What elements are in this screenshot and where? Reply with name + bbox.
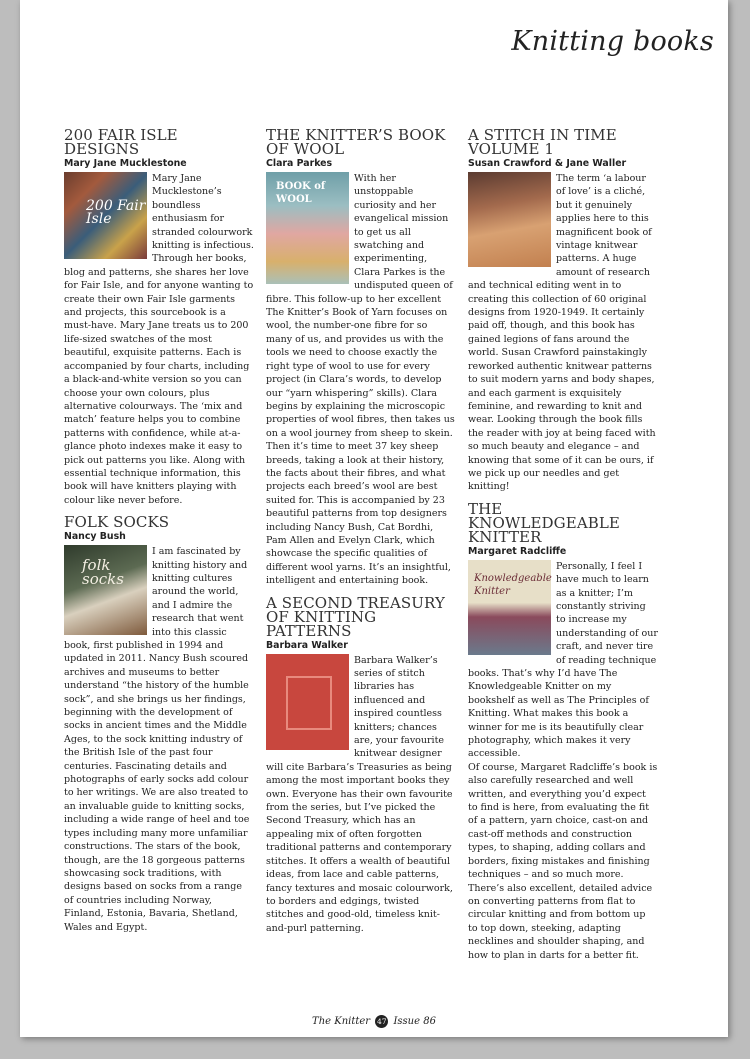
book-review-stitch-in-time [468,128,658,494]
book-author: Barbara Walker [266,639,348,651]
book-title: 200 FAIR ISLE DESIGNS [64,126,178,158]
book-cover-image [266,654,349,750]
page-title: Knitting books [511,26,714,57]
book-author: Mary Jane Mucklestone [64,158,187,169]
page-footer [20,1015,728,1028]
book-review-book-of-wool [266,128,456,588]
book-cover-image [468,560,551,655]
book-review-folk-socks [64,515,254,934]
book-cover-image [266,172,349,284]
magazine-page [20,0,728,1037]
page-number-badge: 47 [377,1017,387,1026]
cover-text: Knowledgeable Knitter [474,572,552,598]
cover-text: folk socks [82,556,124,588]
book-title: THE KNITTER’S BOOK OF WOOL [266,126,446,158]
book-review-text: With her unstoppable curiosity and her evangelical mission to get us all swatching and experimenting, Clara Parkes is the undisputed queen of fibre. This follow-up to her excellent The Knitter’s Book of Yarn focuses on wool, the number-one fibre for so many of us, and provides us with the tools we need to choose exactly the right type of wool to use for every project (in Clara’s words, to develop our “yarn whispering” skills). Clara begins by explaining the microscopic properties of wool fibres, then takes us on a wool journey from sheep to skein. Then it’s time to meet 37 key sheep breeds, taking a look at their history, the facts about their fibres, and what projects each breed’s wool are best suited for. This is accompanied by 23 beautiful patterns from top designers including Nancy Bush, Cat Bordhi, Pam Allen and Evelyn Clark, which showcase the specific qualities of different wool yarns. It’s an insightful, intelligent and entertaining book. [266,173,455,587]
book-review-text: Personally, I feel I have much to learn as a knitter; I’m constantly striving to increase my understanding of our craft, and never tire of reading technique books. That’s why I’d have The Knowledgeable Knitter on my bookshelf as well as The Principles of Knitting. What makes this book a winner for me is its beautifully clear photography, which makes it very accessible. [468,560,658,760]
column-3 [468,128,658,962]
book-review-text: There’s also excellent, detailed advice on converting patterns from flat to circular knitting and from bottom up to top down, steeking, adapting necklines and shoulder shaping, and how to plan in darts for a better fit. [468,882,653,961]
book-author: Margaret Radcliffe [468,545,567,557]
book-title: A SECOND TREASURY OF KNITTING PATTERNS [266,593,445,640]
book-cover-image [64,545,147,635]
book-review-text: Of course, Margaret Radcliffe’s book is also carefully researched and well written, and everything you’d expect to find is here, from evaluating the fit of a pattern, yarn choice, cast-on and cast-off methods and construction types, to shaping, adding collars and borders, fixing mistakes and finishing techniques – and so much more. [468,761,658,881]
column-1 [64,128,254,934]
issue-number: Issue 86 [393,1016,436,1027]
book-title: FOLK SOCKS [64,513,170,532]
book-review-text: Barbara Walker’s series of stitch libraries has influenced and inspired countless knitters; chances are, your favourite knitwear designer will cite Barbara’s Treasuries as being among the most important books they own. Everyone has their own favourite from the series, but I’ve picked the Second Treasury, which has an appealing mix of often forgotten traditional patterns and contemporary stitches. It offers a wealth of beautiful ideas, from lace and cable patterns, fancy textures and mosaic colourwork, to borders and edgings, twisted stitches and good-old, timeless knit-and-purl patterning. [266,654,453,934]
cover-text: 200 Fair Isle [86,198,146,228]
book-review-text: Mary Jane Mucklestone’s boundless enthusiasm for stranded colourwork knitting is infectious. Through her books, blog and patterns, she shares her love for Fair Isle, and for anyone wanting to create their own Fair Isle garments and projects, this sourcebook is a must-have. Mary Jane treats us to 200 life-sized swatches of the most beautiful, exquisite patterns. Each is accompanied by four charts, including a black-and-white version so you can choose your own colours, plus alternative colourways. The ‘mix and match’ feature helps you to combine patterns with confidence, while at-a-glance photo indexes make it easy to pick out patterns you like. Along with essential technique information, this book will have knitters playing with colour like never before. [64,173,254,506]
column-2 [266,128,456,935]
book-review-fair-isle [64,128,254,507]
book-author: Susan Crawford & Jane Waller [468,158,627,169]
book-author: Clara Parkes [266,158,333,169]
book-author: Nancy Bush [64,531,126,543]
book-review-knowledgeable-knitter [468,499,658,962]
book-cover-image [468,172,551,267]
book-title: THE KNOWLEDGEABLE KNITTER [468,499,620,546]
book-cover-image [64,172,147,259]
book-title: A STITCH IN TIME VOLUME 1 [468,126,617,158]
book-review-text: I am fascinated by knitting history and knitting cultures around the world, and I admire the research that went into this classic book, first published in 1994 and updated in 2011. Nancy Bush scoured archives and museums to better understand “the history of the humble sock”, and she brings us her findings, beginning with the development of socks in ancient times and the Middle Ages, to the sock knitting industry of the British Isle of the past four centuries. Fascinating details and photographs of early socks add colour to her writings. We are also treated to an invaluable guide to knitting socks, including a wide range of heel and toe types including many more unfamiliar constructions. The stars of the book, though, are the 18 gorgeous patterns showcasing sock traditions, with designs based on socks from a range of countries including Norway, Finland, Estonia, Bavaria, Shetland, Wales and Egypt. [64,546,250,933]
magazine-name: The Knitter [312,1016,371,1027]
cover-text: BOOK of WOOL [276,181,326,206]
book-review-text: The term ‘a labour of love’ is a cliché, but it genuinely applies here to this magnificent book of vintage knitwear patterns. A huge amount of research and technical editing went in to creating this collection of 60 original designs from 1920-1949. It certainly paid off, though, and this book has gained legions of fans around the world. Susan Crawford painstakingly reworked authentic knitwear patterns to suit modern yarns and body shapes, and each garment is exquisitely feminine, and rewarding to knit and wear. Looking through the book fills the reader with joy at being faced with so much beauty and elegance – and knowing that some of it can be ours, if we pick up our needles and get knitting! [468,173,656,493]
book-review-second-treasury [266,593,456,936]
